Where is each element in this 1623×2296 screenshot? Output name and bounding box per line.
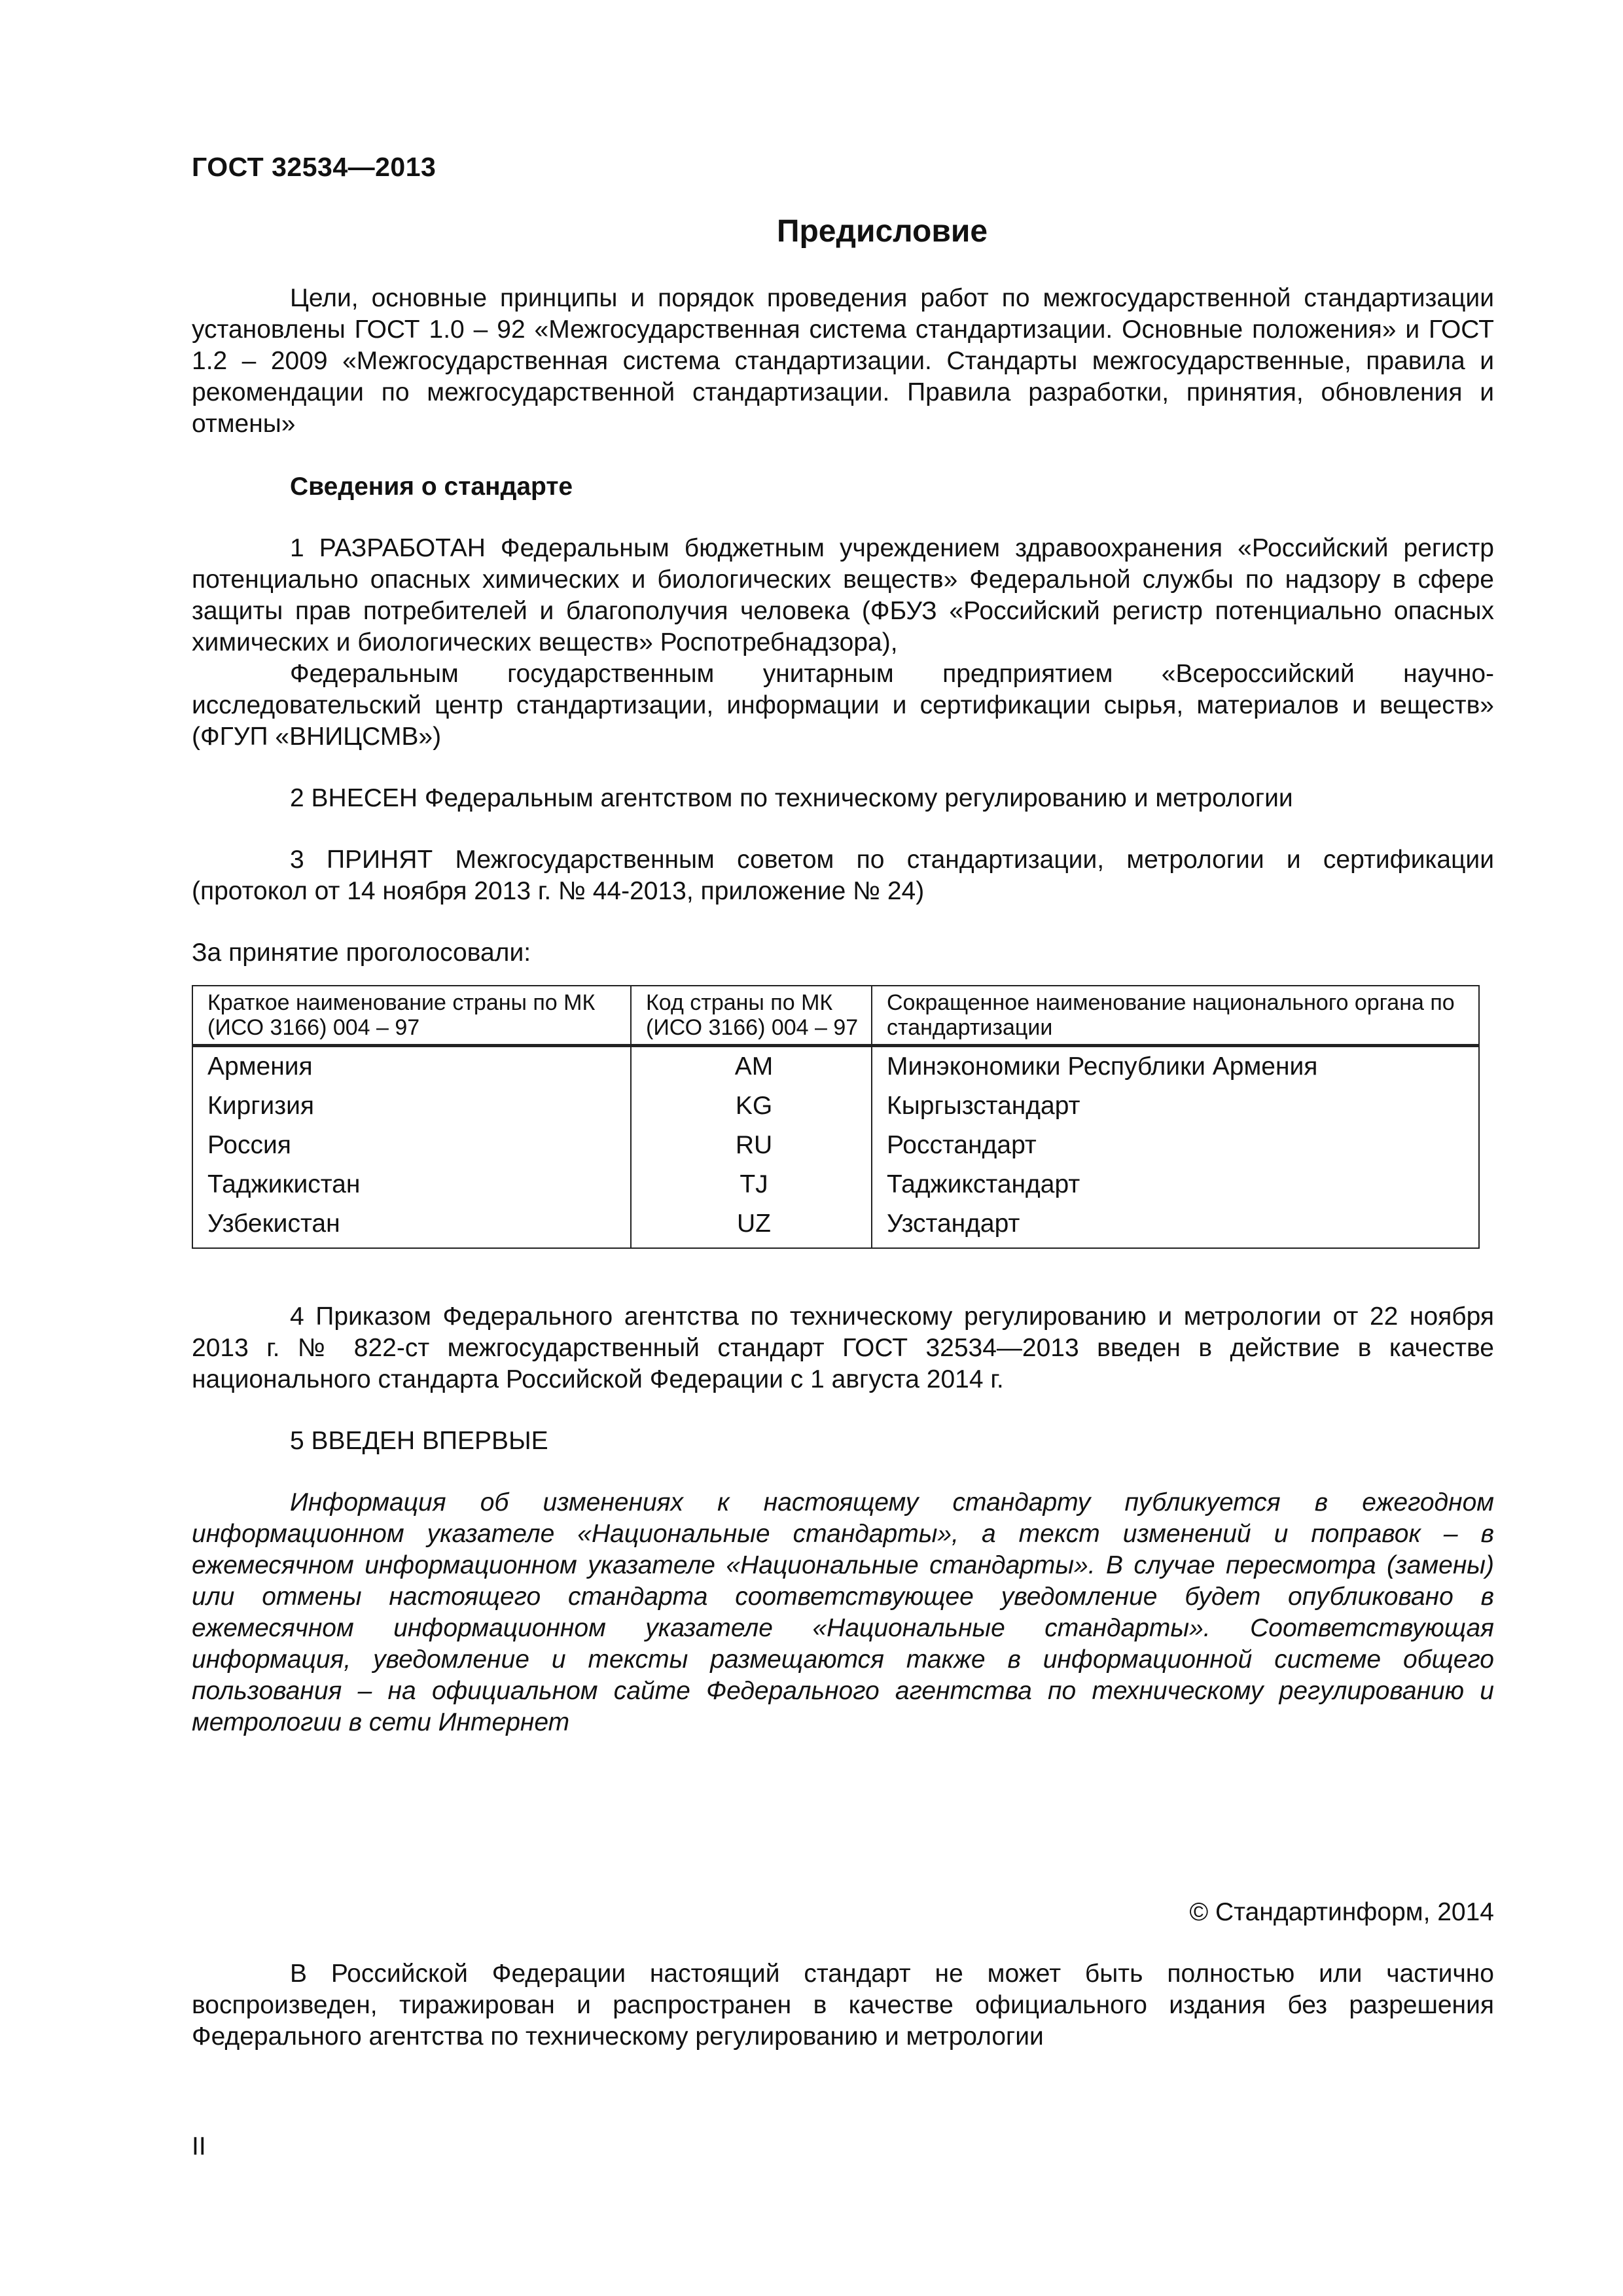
item-3-paragraph: 3 ПРИНЯТ Межгосударственным советом по стандартизации, метрологии и сертификации (протокол от 14 ноября 2013 г. № 44-2013, приложение № 24) — [192, 846, 1494, 905]
amendments-info-paragraph: Информация об изменениях к настоящему стандарту публикуется в ежегодном информационном указателе «Национальные стандарты», а текст изменений и поправок – в ежемесячном информационном указателе «Национальные стандарты». В случае пересмотра (замены) или отмены настоящего стандарта соответствующее уведомление будет опубликовано в ежемесячном информационном указателе «Национальные стандарты». Соответствующая информация, уведомление и тексты размещаются также в информационной системе общего пользования – на официальном сайте Федерального агентства по техническому регулированию и метрологии в сети Интернет — [192, 1488, 1494, 1736]
rights-notice-paragraph: В Российской Федерации настоящий стандарт не может быть полностью или частично воспроизведен, тиражирован и распространен в качестве официального издания без разрешения Федерального агентства по техническому регулированию и метрологии — [192, 1960, 1494, 2051]
table-row — [192, 1086, 1479, 1126]
item-2-paragraph: 2 ВНЕСЕН Федеральным агентством по техническому регулированию и метрологии — [290, 784, 1293, 812]
national-body-cell: Узстандарт — [872, 1204, 1479, 1248]
item-1b-paragraph: Федеральным государственным унитарным предприятием «Всероссийский научно-исследовательский центр стандартизации, информации и сертификации сырья, материалов и веществ» (ФГУП «ВНИЦСМВ») — [192, 660, 1494, 751]
national-body-cell: Таджикстандарт — [872, 1165, 1479, 1204]
document-code: ГОСТ 32534—2013 — [192, 152, 437, 182]
national-body-cell: Кыргызстандарт — [872, 1086, 1479, 1126]
country-code-cell: KG — [631, 1086, 872, 1126]
header-national-body: Сокращенное наименование национального органа по стандартизации — [872, 986, 1479, 1046]
country-name-cell: Киргизия — [192, 1086, 631, 1126]
table-row — [192, 1126, 1479, 1165]
country-name-cell: Россия — [192, 1126, 631, 1165]
country-code-cell: AM — [631, 1046, 872, 1087]
item-5-paragraph: 5 ВВЕДЕН ВПЕРВЫЕ — [290, 1427, 548, 1455]
voting-table — [192, 985, 1480, 1249]
table-row — [192, 1165, 1479, 1204]
item-4-paragraph: 4 Приказом Федерального агентства по техническому регулированию и метрологии от 22 ноября 2013 г. № 822-ст межгосударственный стандарт ГОСТ 32534—2013 введен в действие в качестве национального стандарта Российской Федерации с 1 августа 2014 г. — [192, 1302, 1494, 1393]
national-body-cell: Минэкономики Республики Армения — [872, 1046, 1479, 1087]
vote-label: За принятие проголосовали: — [192, 939, 531, 967]
document-page — [192, 0, 1494, 2296]
national-body-cell: Росстандарт — [872, 1126, 1479, 1165]
header-country-code: Код страны по МК (ИСО 3166) 004 – 97 — [631, 986, 872, 1046]
table-row — [192, 1204, 1479, 1248]
country-name-cell: Таджикистан — [192, 1165, 631, 1204]
copyright-notice: © Стандартинформ, 2014 — [1189, 1898, 1494, 1926]
table-row — [192, 1046, 1479, 1087]
country-name-cell: Армения — [192, 1046, 631, 1087]
item-1-paragraph: 1 РАЗРАБОТАН Федеральным бюджетным учреждением здравоохранения «Российский регистр потенциально опасных химических и биологических веществ» Федеральной службы по надзору в сфере защиты прав потребителей и благополучия человека (ФБУЗ «Российский регистр потенциально опасных химических и биологических веществ» Роспотребнадзора), — [192, 534, 1494, 656]
country-code-cell: TJ — [631, 1165, 872, 1204]
page-number: II — [192, 2132, 206, 2161]
intro-paragraph: Цели, основные принципы и порядок проведения работ по межгосударственной стандартизации установлены ГОСТ 1.0 – 92 «Межгосударственная система стандартизации. Основные положения» и ГОСТ 1.2 – 2009 «Межгосударственная система стандартизации. Стандарты межгосударственные, правила и рекомендации по межгосударственной стандартизации. Правила разработки, принятия, обновления и отмены» — [192, 284, 1494, 438]
country-code-cell: RU — [631, 1126, 872, 1165]
page-title: Предисловие — [776, 214, 988, 249]
country-code-cell: UZ — [631, 1204, 872, 1248]
section-heading: Сведения о стандарте — [290, 473, 573, 501]
table-header-row — [192, 986, 1479, 1046]
country-name-cell: Узбекистан — [192, 1204, 631, 1248]
header-country-name: Краткое наименование страны по МК (ИСО 3166) 004 – 97 — [192, 986, 631, 1046]
